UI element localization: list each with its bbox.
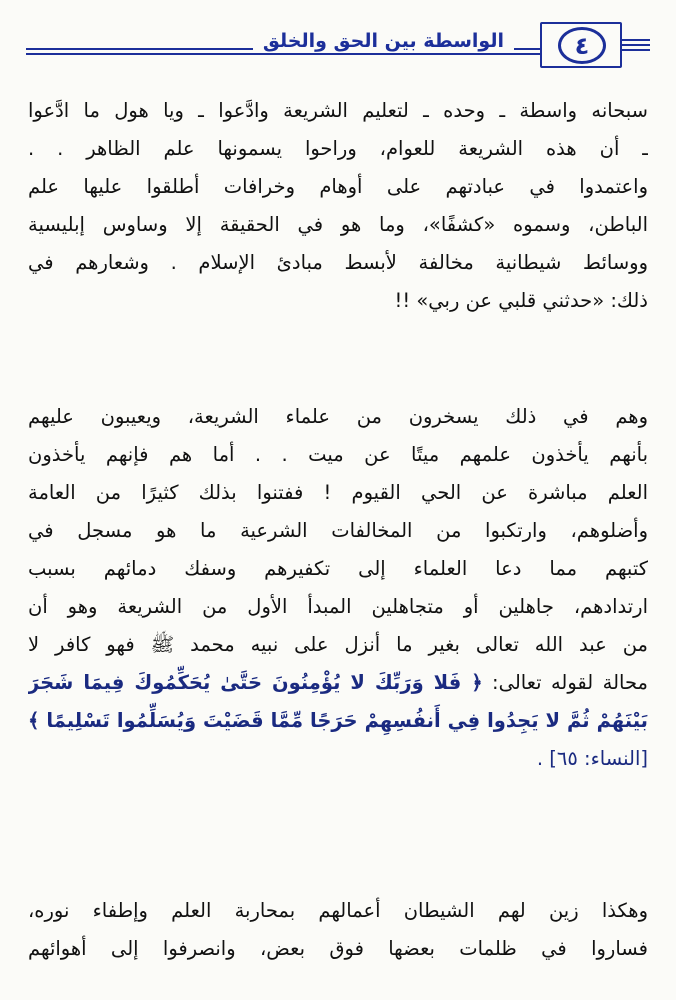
text-line: وهكذا زين لهم الشيطان أعمالهم بمحاربة العلم وإطفاء نوره، bbox=[28, 899, 648, 922]
header-rule bbox=[622, 44, 650, 46]
text-line: ارتدادهم، جاهلين أو متجاهلين المبدأ الأول من الشريعة وهو أن bbox=[28, 595, 648, 618]
text-line: ووسائط شيطانية مخالفة لأبسط مبادئ الإسلام . وشعارهم في bbox=[28, 251, 648, 274]
page-number: ٤ bbox=[558, 27, 606, 64]
header-rule bbox=[26, 53, 540, 55]
page-number-box bbox=[540, 22, 622, 68]
running-title: الواسطة بين الحق والخلق bbox=[253, 30, 514, 52]
paragraph-1 bbox=[28, 92, 648, 320]
text-line: كتبهم مما دعا العلماء إلى تكفيرهم وسفك دمائهم بسبب bbox=[28, 557, 648, 580]
text-line: ـ أن هذه الشريعة للعوام، وراحوا يسمونها علم الظاهر . . bbox=[28, 137, 648, 160]
text-line: وأضلوهم، وارتكبوا من المخالفات الشرعية ما هو مسجل في bbox=[28, 519, 648, 542]
text-line: ذلك: «حدثني قلبي عن ربي» !! bbox=[394, 289, 648, 312]
text-line: فساروا في ظلمات بعضها فوق بعض، وانصرفوا إلى أهوائهم bbox=[28, 937, 648, 960]
text-line: من عبد الله تعالى بغير ما أنزل على نبيه محمد ﷺ فهو كافر لا bbox=[28, 633, 648, 656]
header-rule bbox=[622, 39, 650, 41]
header-rule bbox=[622, 49, 650, 51]
paragraph-3 bbox=[28, 892, 648, 968]
text-line: الباطن، وسموه «كشفًا»، وما هو في الحقيقة إلا وساوس إبليسية bbox=[28, 213, 648, 236]
text-line: بأنهم يأخذون علمهم ميتًا عن ميت . . أما هم فإنهم يأخذون bbox=[28, 443, 648, 466]
paragraph-2 bbox=[28, 398, 648, 778]
text-line: سبحانه واسطة ـ وحده ـ لتعليم الشريعة وادَّعوا ـ ويا هول ما ادَّعوا bbox=[28, 99, 648, 122]
verse-reference: [النساء: ٦٥] . bbox=[536, 747, 648, 770]
text-line: وهم في ذلك يسخرون من علماء الشريعة، ويعيبون عليهم bbox=[28, 405, 648, 428]
page-header bbox=[26, 22, 650, 70]
text-line: واعتمدوا في عبادتهم على أوهام وخرافات أطلقوا عليها علم bbox=[28, 175, 648, 198]
text-line: العلم مباشرة عن الحي القيوم ! ففتنوا بذلك كثيرًا من العامة bbox=[28, 481, 648, 504]
quran-verse: بَيْنَهُمْ ثُمَّ لا يَجِدُوا فِي أَنفُسِهِمْ حَرَجًا مِّمَّا قَضَيْتَ وَيُسَلِّمُوا تَسْلِيمًا ﴾ bbox=[28, 709, 648, 732]
quran-verse-opening: ﴿ فَلا وَرَبِّكَ لا يُؤْمِنُونَ حَتَّىٰ يُحَكِّمُوكَ فِيمَا شَجَرَ bbox=[28, 671, 483, 694]
text-line bbox=[28, 664, 648, 702]
text-run: محالة لقوله تعالى: bbox=[492, 671, 648, 694]
